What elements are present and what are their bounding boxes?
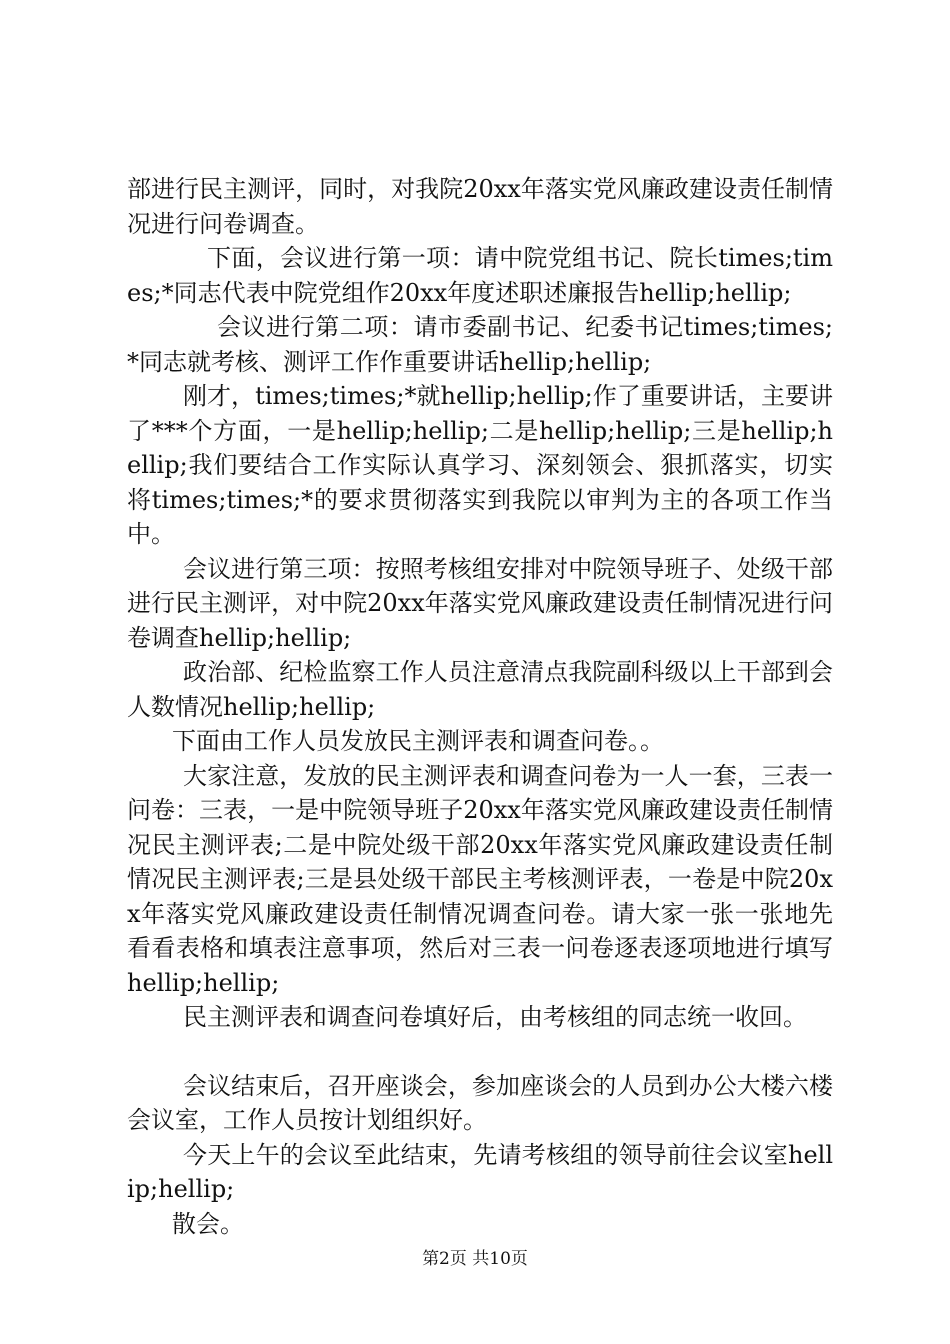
paragraph-6: 政治部、纪检监察工作人员注意清点我院副科级以上干部到会人数情况hellip;hellip; [127, 658, 833, 721]
paragraph-11: 今天上午的会议至此结束，先请考核组的领导前往会议室hellip;hellip; [127, 1140, 833, 1203]
page-footer: 第2页 共10页 [422, 1249, 528, 1269]
paragraph-1: 部进行民主测评，同时，对我院20xx年落实党风廉政建设责任制情况进行问卷调查。 [127, 175, 833, 238]
paragraph-5: 会议进行第三项：按照考核组安排对中院领导班子、处级干部进行民主测评，对中院20xx年落实党风廉政建设责任制情况进行问卷调查hellip;hellip; [127, 554, 833, 652]
paragraph-9: 民主测评表和调查问卷填好后，由考核组的同志统一收回。 [183, 1003, 807, 1031]
paragraph-7: 下面由工作人员发放民主测评表和调查问卷。。 [172, 727, 664, 755]
paragraph-12: 散会。 [172, 1209, 244, 1238]
document-body [127, 172, 833, 1241]
paragraph-3: 会议进行第二项：请市委副书记、纪委书记times;times;*同志就考核、测评工作作重要讲话hellip;hellip; [127, 313, 833, 376]
paragraph-10: 会议结束后，召开座谈会，参加座谈会的人员到办公大楼六楼会议室，工作人员按计划组织好。 [127, 1071, 833, 1134]
paragraph-2: 下面，会议进行第一项：请中院党组书记、院长times;times;*同志代表中院党组作20xx年度述职述廉报告hellip;hellip; [127, 244, 833, 307]
paragraph-8: 大家注意，发放的民主测评表和调查问卷为一人一套，三表一问卷：三表，一是中院领导班子20xx年落实党风廉政建设责任制情况民主测评表;二是中院处级干部20xx年落实党风廉政建设责任制情况民主测评表;三是县处级干部民主考核测评表，一卷是中院20xx年落实党风廉政建设责任制情况调查问卷。请大家一张一张地先看看表格和填表注意事项，然后对三表一问卷逐表逐项地进行填写hellip;hellip; [127, 761, 833, 997]
paragraph-4: 刚才，times;times;*就hellip;hellip;作了重要讲话，主要讲了***个方面，一是hellip;hellip;二是hellip;hellip;三是hellip;hellip;我们要结合工作实际认真学习、深刻领会、狠抓落实，切实将times;times;*的要求贯彻落实到我院以审判为主的各项工作当中。 [127, 382, 833, 548]
